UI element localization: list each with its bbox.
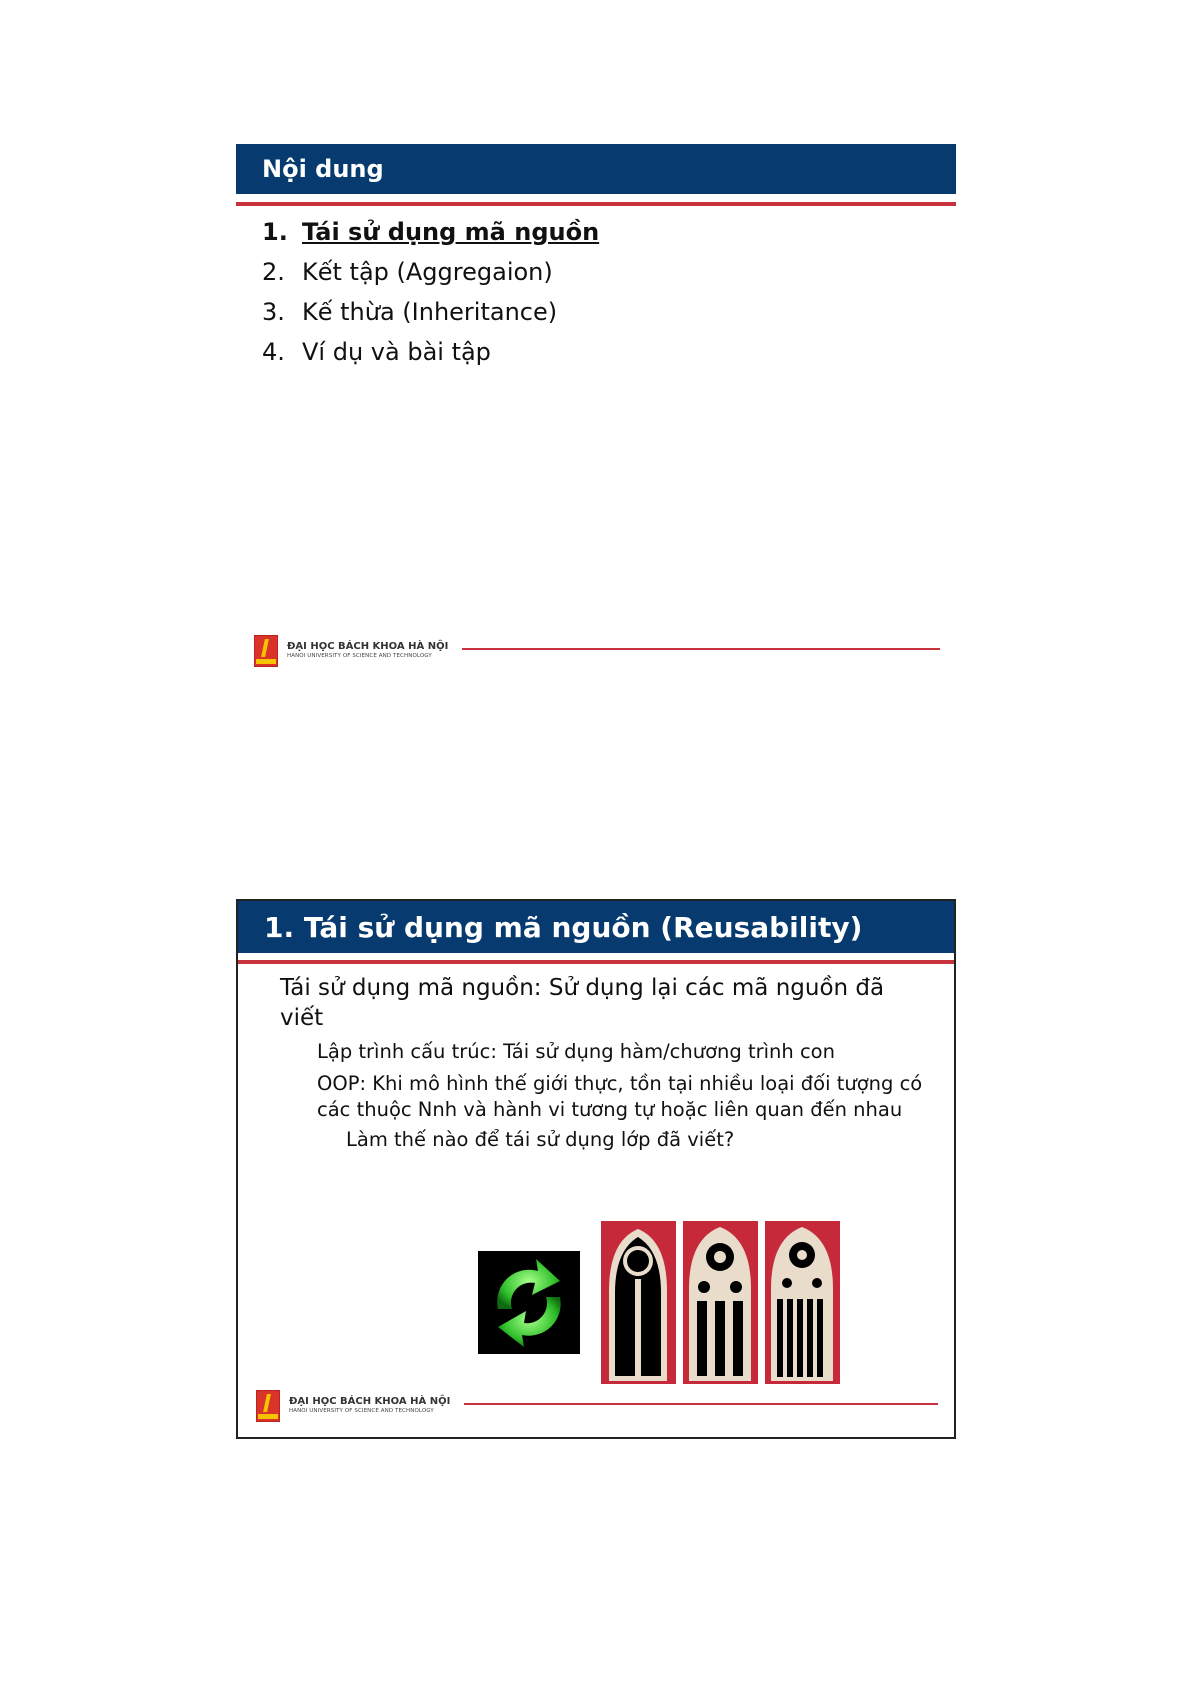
- slide-body: [280, 973, 934, 1153]
- bullet-level2: OOP: Khi mô hình thế giới thực, tồn tại nhiều loại đối tượng có các thuộc Nnh và hành vi tương tự hoặc liên quan đến nhau: [317, 1072, 923, 1121]
- university-logo-icon: [254, 635, 278, 667]
- bullet-level3: Làm thế nào để tái sử dụng lớp đã viết?: [346, 1128, 735, 1151]
- footer-divider: [464, 1403, 938, 1405]
- title-divider: [238, 960, 954, 964]
- item-label: Ví dụ và bài tập: [302, 338, 491, 366]
- university-name-en: HANOI UNIVERSITY OF SCIENCE AND TECHNOLOGY: [287, 653, 432, 660]
- footer-divider: [462, 648, 940, 650]
- university-logo-icon: [256, 1390, 280, 1422]
- university-name-en: HANOI UNIVERSITY OF SCIENCE AND TECHNOLOGY: [289, 1408, 434, 1415]
- contents-item-2: [262, 252, 599, 292]
- slide-title: Nội dung: [236, 144, 956, 194]
- contents-item-1: [262, 212, 599, 252]
- university-name-vn: ĐẠI HỌC BÁCH KHOA HÀ NỘI: [287, 641, 449, 653]
- illustration: [238, 1221, 954, 1391]
- university-name-vn: ĐẠI HỌC BÁCH KHOA HÀ NỘI: [289, 1396, 451, 1408]
- slide-contents: [236, 144, 956, 674]
- slide-footer: [256, 1389, 938, 1423]
- slide-title: 1. Tái sử dụng mã nguồn (Reusability): [238, 901, 954, 953]
- title-divider: [236, 202, 956, 206]
- item-label: Tái sử dụng mã nguồn: [302, 218, 600, 246]
- contents-item-3: [262, 292, 599, 332]
- slide-reusability: [236, 899, 956, 1439]
- item-number: 1.: [262, 218, 288, 246]
- item-number: 4.: [262, 338, 285, 366]
- university-name: [287, 642, 448, 660]
- contents-list: [262, 212, 599, 372]
- window-image-ornate: [765, 1221, 840, 1384]
- item-label: Kết tập (Aggregaion): [302, 258, 553, 286]
- recycle-arrows-icon: [478, 1251, 580, 1354]
- contents-item-4: [262, 332, 599, 372]
- bullet-level1: Tái sử dụng mã nguồn: Sử dụng lại các mã nguồn đã viết: [280, 975, 885, 1031]
- window-image-detailed: [683, 1221, 758, 1384]
- item-number: 2.: [262, 258, 285, 286]
- bullet-level2: Lập trình cấu trúc: Tái sử dụng hàm/chương trình con: [317, 1040, 835, 1063]
- window-image-simple: [601, 1221, 676, 1384]
- item-number: 3.: [262, 298, 285, 326]
- item-label: Kế thừa (Inheritance): [302, 298, 558, 326]
- slide-footer: [254, 634, 940, 668]
- recycle-icon: [478, 1251, 580, 1354]
- university-name: [289, 1397, 450, 1415]
